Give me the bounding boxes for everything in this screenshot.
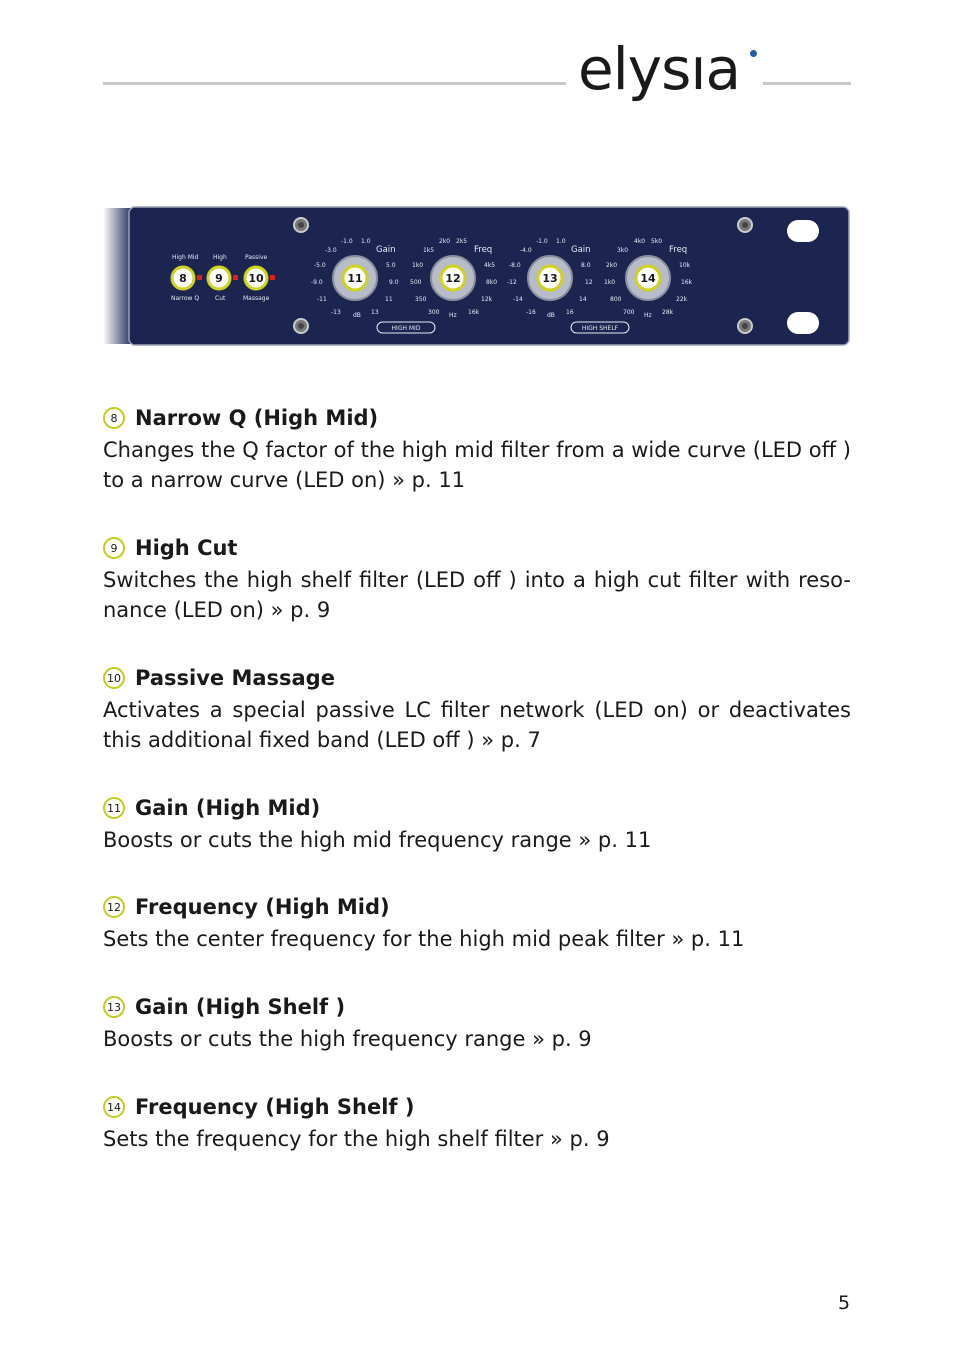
header-rule-left — [103, 82, 566, 85]
item-narrow-q — [103, 404, 851, 495]
logo-dot — [750, 50, 757, 57]
knob-unit: Hz — [449, 312, 457, 319]
switch-top-label: High Mid — [172, 254, 199, 261]
scale-label: 9.0 — [389, 279, 399, 286]
scale-label: -8.0 — [509, 262, 521, 269]
screw-icon — [738, 319, 752, 333]
item-description: Boosts or cuts the high mid frequency range » p. 11 — [103, 828, 652, 852]
knob-unit: Hz — [644, 312, 652, 319]
page-number: 5 — [838, 1292, 851, 1314]
item-gain-high-mid — [103, 794, 851, 855]
item-heading — [103, 664, 851, 692]
section-label-high-mid: HIGH MID — [391, 325, 421, 332]
scale-label: -3.0 — [325, 247, 337, 254]
item-description: Changes the Q factor of the high mid filter from a wide curve (LED off ) to a narrow curve (LED on) » p. 11 — [103, 438, 851, 492]
scale-label: 1k0 — [604, 279, 616, 286]
item-frequency-high-mid — [103, 893, 851, 954]
item-heading — [103, 893, 851, 921]
scale-label: -9.0 — [311, 279, 323, 286]
number-badge: 9 — [103, 537, 125, 559]
scale-label: 16k — [681, 279, 693, 286]
item-heading — [103, 993, 851, 1021]
scale-label: 4k0 — [634, 238, 646, 245]
scale-label: 12k — [481, 296, 493, 303]
scale-label: -14 — [513, 296, 523, 303]
item-heading — [103, 794, 851, 822]
scale-label: 800 — [610, 296, 622, 303]
scale-label: -5.0 — [314, 262, 326, 269]
item-description: Boosts or cuts the high frequency range » p. 9 — [103, 1027, 592, 1051]
knob-unit: dB — [547, 312, 555, 319]
item-passive-massage — [103, 664, 851, 755]
switch-bottom-label: Narrow Q — [171, 295, 200, 302]
scale-label: -1.0 — [536, 238, 548, 245]
scale-label: -12 — [507, 279, 517, 286]
scale-label: -13 — [331, 309, 341, 316]
number-badge: 14 — [103, 1096, 125, 1118]
scale-label: 2k0 — [606, 262, 618, 269]
knob-number: 11 — [347, 272, 363, 285]
item-description: Sets the frequency for the high shelf filter » p. 9 — [103, 1127, 610, 1151]
scale-label: 12 — [585, 279, 593, 286]
item-title: Gain (High Shelf ) — [135, 995, 346, 1019]
scale-label: 16 — [566, 309, 574, 316]
scale-label: 700 — [623, 309, 635, 316]
number-badge: 10 — [103, 667, 125, 689]
screw-icon — [294, 218, 308, 232]
scale-label: -11 — [317, 296, 327, 303]
number-badge: 8 — [103, 407, 125, 429]
scale-label: 28k — [662, 309, 674, 316]
scale-label: 2k0 — [439, 238, 451, 245]
number-badge: 12 — [103, 896, 125, 918]
scale-label: 1k5 — [423, 247, 435, 254]
scale-label: 1.0 — [361, 238, 371, 245]
knob-number: 13 — [542, 272, 558, 285]
item-description: Sets the center frequency for the high mid peak filter » p. 11 — [103, 927, 745, 951]
rack-slot — [787, 312, 819, 334]
scale-label: 8k0 — [486, 279, 498, 286]
scale-label: 4k5 — [484, 262, 496, 269]
scale-label: -1.0 — [341, 238, 353, 245]
switch-number: 9 — [215, 272, 223, 285]
knob-title: Freq — [474, 245, 493, 255]
item-high-cut — [103, 534, 851, 625]
item-description: Switches the high shelf filter (LED off ) into a high cut filter with reso-nance (LED on) » p. 9 — [103, 568, 851, 622]
scale-label: 10k — [679, 262, 691, 269]
switch-top-label: Passive — [245, 254, 268, 261]
knob-number: 12 — [445, 272, 461, 285]
item-title: Passive Massage — [135, 666, 335, 690]
section-label-high-shelf: HIGH SHELF — [581, 325, 619, 332]
scale-label: 5.0 — [386, 262, 396, 269]
item-heading — [103, 1093, 851, 1121]
led-indicator — [197, 275, 202, 280]
knob-title: Gain — [376, 245, 396, 255]
device-panel-illustration — [103, 206, 851, 346]
scale-label: 500 — [410, 279, 422, 286]
scale-label: 1k0 — [412, 262, 424, 269]
item-frequency-high-shelf — [103, 1093, 851, 1154]
knob-title: Gain — [571, 245, 591, 255]
scale-label: 1.0 — [556, 238, 566, 245]
scale-label: 2k5 — [456, 238, 468, 245]
item-description: Activates a special passive LC filter network (LED on) or deactivates this additional fixed band (LED off ) » p. 7 — [103, 698, 851, 752]
scale-label: -4.0 — [520, 247, 532, 254]
scale-label: 8.0 — [581, 262, 591, 269]
led-indicator — [233, 275, 238, 280]
scale-label: 11 — [385, 296, 393, 303]
item-title: High Cut — [135, 536, 238, 560]
knob-title: Freq — [669, 245, 688, 255]
scale-label: 5k0 — [651, 238, 663, 245]
scale-label: -16 — [526, 309, 536, 316]
item-title: Frequency (High Shelf ) — [135, 1095, 415, 1119]
item-title: Narrow Q (High Mid) — [135, 406, 379, 430]
switch-bottom-label: Cut — [215, 295, 226, 302]
scale-label: 300 — [428, 309, 440, 316]
number-badge: 13 — [103, 996, 125, 1018]
scale-label: 16k — [468, 309, 480, 316]
item-heading — [103, 404, 851, 432]
item-heading — [103, 534, 851, 562]
rack-slot — [787, 220, 819, 242]
number-badge: 11 — [103, 797, 125, 819]
elysia-logo: elysıa — [578, 35, 740, 103]
screw-icon — [738, 218, 752, 232]
scale-label: 3k0 — [617, 247, 629, 254]
knob-unit: dB — [353, 312, 361, 319]
switch-top-label: High — [213, 254, 227, 261]
switch-number: 10 — [248, 272, 264, 285]
item-title: Gain (High Mid) — [135, 796, 321, 820]
scale-label: 22k — [676, 296, 688, 303]
scale-label: 13 — [371, 309, 379, 316]
item-title: Frequency (High Mid) — [135, 895, 390, 919]
item-gain-high-shelf — [103, 993, 851, 1054]
knob-number: 14 — [640, 272, 656, 285]
led-indicator — [270, 275, 275, 280]
scale-label: 350 — [415, 296, 427, 303]
switch-number: 8 — [179, 272, 187, 285]
switch-bottom-label: Massage — [243, 295, 270, 302]
screw-icon — [294, 319, 308, 333]
scale-label: 14 — [579, 296, 587, 303]
header-rule-right — [763, 82, 851, 85]
